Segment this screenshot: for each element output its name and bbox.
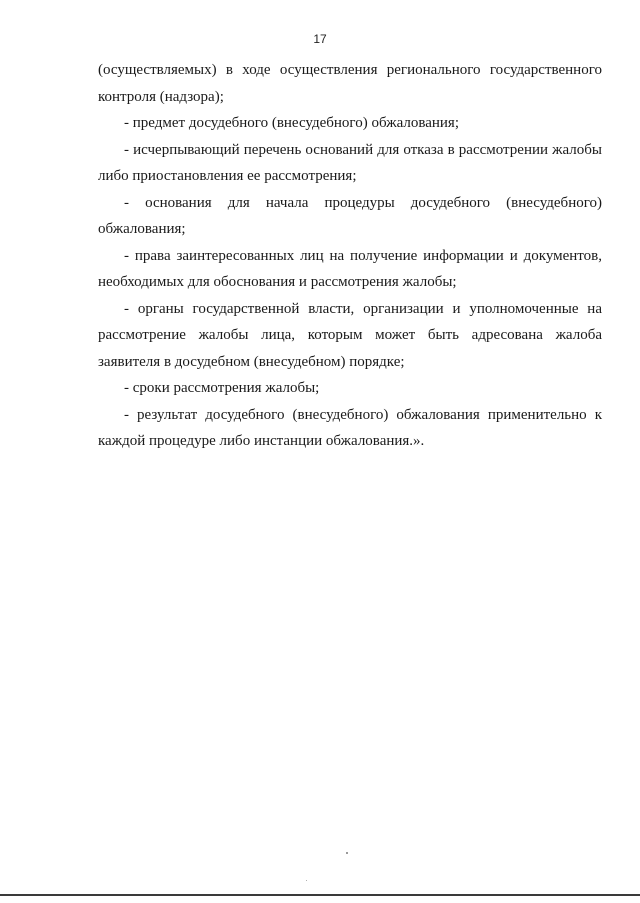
list-item-start-grounds: - основания для начала процедуры досудебного (внесудебного) обжалования; [98, 194, 602, 237]
list-item-refusal-grounds: - исчерпывающий перечень оснований для отказа в рассмотрении жалобы либо приостановления ее рассмотрения; [98, 141, 602, 184]
scan-edge-line [0, 894, 640, 896]
list-item-result: - результат досудебного (внесудебного) обжалования применительно к каждой процедуре либо инстанции обжалования.». [98, 406, 602, 449]
document-body [98, 57, 602, 455]
paragraph-continuation: (осуществляемых) в ходе осуществления регионального государственного контроля (надзора); [98, 62, 602, 105]
list-item-subject: - предмет досудебного (внесудебного) обжалования; [124, 115, 460, 131]
scan-artifact-dot [306, 880, 307, 881]
list-item-authorities: - органы государственной власти, организации и уполномоченные на рассмотрение жалобы лица, которым может быть адресована жалоба заявителя в досудебном (внесудебном) порядке; [98, 300, 602, 370]
scan-artifact-dot [346, 852, 348, 854]
page-number: 17 [313, 32, 327, 46]
list-item-deadlines: - сроки рассмотрения жалобы; [124, 380, 320, 396]
list-item-rights: - права заинтересованных лиц на получение информации и документов, необходимых для обоснования и рассмотрения жалобы; [98, 247, 602, 290]
